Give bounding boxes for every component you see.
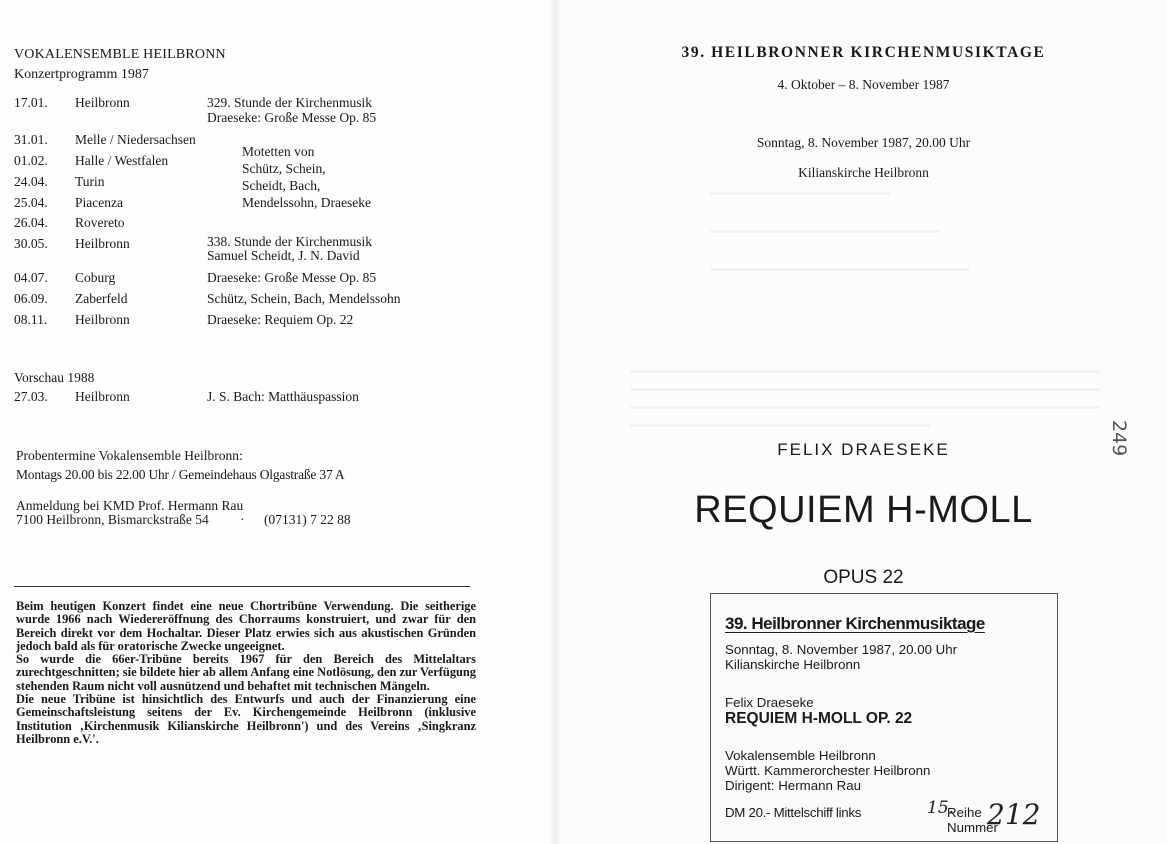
- concert-date: 04.07.: [14, 270, 48, 285]
- concert-city: Heilbronn: [75, 236, 130, 251]
- program-3: Draeseke: Große Messe Op. 85: [207, 270, 377, 285]
- bleed-through-mark: [710, 268, 970, 271]
- bleed-through-mark: [630, 424, 930, 427]
- concert-city: Heilbronn: [75, 312, 130, 327]
- festival-dates: 4. Oktober – 8. November 1987: [777, 77, 950, 92]
- concert-date: 25.04.: [14, 195, 48, 210]
- left-page: [0, 0, 560, 844]
- ticket-venue: Kilianskirche Heilbronn: [725, 657, 861, 672]
- program-5: Draeseke: Requiem Op. 22: [207, 312, 354, 327]
- ensemble-title: VOKALENSEMBLE HEILBRONN: [14, 47, 226, 62]
- motets-line4: Mendelssohn, Draeseke: [242, 195, 371, 210]
- composer-name: FELIX DRAESEKE: [777, 440, 950, 459]
- ticket-conductor: Dirigent: Hermann Rau: [725, 778, 861, 793]
- work-title: REQUIEM H-MOLL: [694, 489, 1033, 531]
- ticket-composer: Felix Draeseke: [725, 695, 814, 710]
- preview-city: Heilbronn: [75, 389, 130, 404]
- concert-city: Halle / Westfalen: [75, 153, 169, 168]
- preview-title: Vorschau 1988: [14, 370, 95, 385]
- motets-line2: Schütz, Schein,: [242, 161, 326, 176]
- concert-city: Coburg: [75, 270, 116, 285]
- ticket-seat-label: Nummer: [947, 820, 998, 835]
- ticket-datetime: Sonntag, 8. November 1987, 20.00 Uhr: [725, 642, 958, 657]
- ticket-performer-1: Vokalensemble Heilbronn: [725, 748, 876, 763]
- concert-city: Zaberfeld: [75, 291, 128, 306]
- preview-program: J. S. Bach: Matthäuspassion: [207, 389, 359, 404]
- registration-line2: 7100 Heilbronn, Bismarckstraße 54: [16, 512, 209, 527]
- pencil-note: 249: [1108, 420, 1130, 457]
- concert-city: Melle / Niedersachsen: [75, 132, 196, 147]
- ticket-performer-2: Württ. Kammerorchester Heilbronn: [725, 763, 931, 778]
- registration-line1: Anmeldung bei KMD Prof. Hermann Rau: [16, 498, 244, 513]
- program-title: Konzertprogramm 1987: [14, 67, 149, 82]
- motets-line3: Scheidt, Bach,: [242, 178, 321, 193]
- right-page: [560, 0, 1167, 844]
- bleed-through-mark: [710, 230, 940, 233]
- program-2-line1: 338. Stunde der Kirchenmusik: [207, 234, 372, 249]
- concert-date: 06.09.: [14, 291, 48, 306]
- program-4: Schütz, Schein, Bach, Mendelssohn: [207, 291, 401, 306]
- bleed-through-mark: [630, 370, 1100, 373]
- ticket-row-number: 15.: [927, 798, 955, 818]
- bleed-through-mark: [630, 388, 1100, 391]
- paragraph-1: Beim heutigen Konzert findet eine neue Chortribüne Verwendung. Die seitherige wurde 1966 nach Wiedereröffnung des Chorraums konstruiert, und zwar für den Bereich direkt vor dem Hochaltar. Dieser Platz erwies sich aus akustischen Gründen jedoch bald als für oratorische Zwecke ungeeignet.: [16, 599, 476, 653]
- concert-date: 01.02.: [14, 153, 48, 168]
- ticket-work: REQUIEM H-MOLL OP. 22: [725, 710, 913, 727]
- concert-date: 30.05.: [14, 236, 48, 251]
- program-1-line1: 329. Stunde der Kirchenmusik: [207, 95, 372, 110]
- concert-city: Turin: [75, 174, 105, 189]
- bleed-through-mark: [630, 406, 1100, 409]
- concert-city: Piacenza: [75, 195, 123, 210]
- registration-separator: ·: [240, 512, 245, 527]
- tribune-paragraph: [16, 600, 476, 746]
- concert-city: Rovereto: [75, 215, 125, 230]
- preview-date: 27.03.: [14, 389, 48, 404]
- paragraph-2: So wurde die 66er-Tribüne bereits 1967 für den Bereich des Mittelaltars zurechtgeschnitten; sie bildete hier ab allem Anfang eine Notlösung, den zur Verfügung stehenden Raum nicht voll ausnützend und behaftet mit technischen Mängeln.: [16, 652, 476, 693]
- paragraph-3: Die neue Tribüne ist hinsichtlich des Entwurfs und auch der Finanzierung eine Gemeinschaftsleistung seitens der Ev. Kirchengemeinde Heilbronn (inklusive Institution ‚Kirchenmusik Kilianskirche Heilbronn') und des Vereins ‚Singkranz Heilbronn e.V.'.: [16, 692, 476, 746]
- concert-datetime: Sonntag, 8. November 1987, 20.00 Uhr: [756, 135, 971, 150]
- ticket-row-label: Reihe: [947, 805, 982, 820]
- motets-line1: Motetten von: [242, 144, 315, 159]
- concert-city: Heilbronn: [75, 95, 130, 110]
- ticket-heading: 39. Heilbronner Kirchenmusiktage: [725, 614, 985, 633]
- concert-date: 17.01.: [14, 95, 48, 110]
- opus-number: OPUS 22: [823, 567, 904, 588]
- ticket-stub: [710, 593, 1058, 842]
- bleed-through-mark: [710, 192, 890, 195]
- ticket-seat-number: 212: [987, 798, 1041, 831]
- concert-date: 24.04.: [14, 174, 48, 189]
- venue: Kilianskirche Heilbronn: [798, 165, 929, 180]
- program-2-line2: Samuel Scheidt, J. N. David: [207, 248, 360, 263]
- rehearsal-title: Probentermine Vokalensemble Heilbronn:: [16, 448, 243, 463]
- concert-date: 26.04.: [14, 215, 48, 230]
- ticket-price: DM 20.- Mittelschiff links: [725, 805, 862, 820]
- rehearsal-detail: Montags 20.00 bis 22.00 Uhr / Gemeindehaus Olgastraße 37 A: [16, 467, 345, 482]
- program-1-line2: Draeseke: Große Messe Op. 85: [207, 110, 377, 125]
- registration-phone: (07131) 7 22 88: [264, 512, 351, 527]
- concert-date: 08.11.: [14, 312, 48, 327]
- festival-title: 39. HEILBRONNER KIRCHENMUSIKTAGE: [681, 44, 1046, 61]
- divider: [14, 586, 470, 587]
- concert-date: 31.01.: [14, 132, 48, 147]
